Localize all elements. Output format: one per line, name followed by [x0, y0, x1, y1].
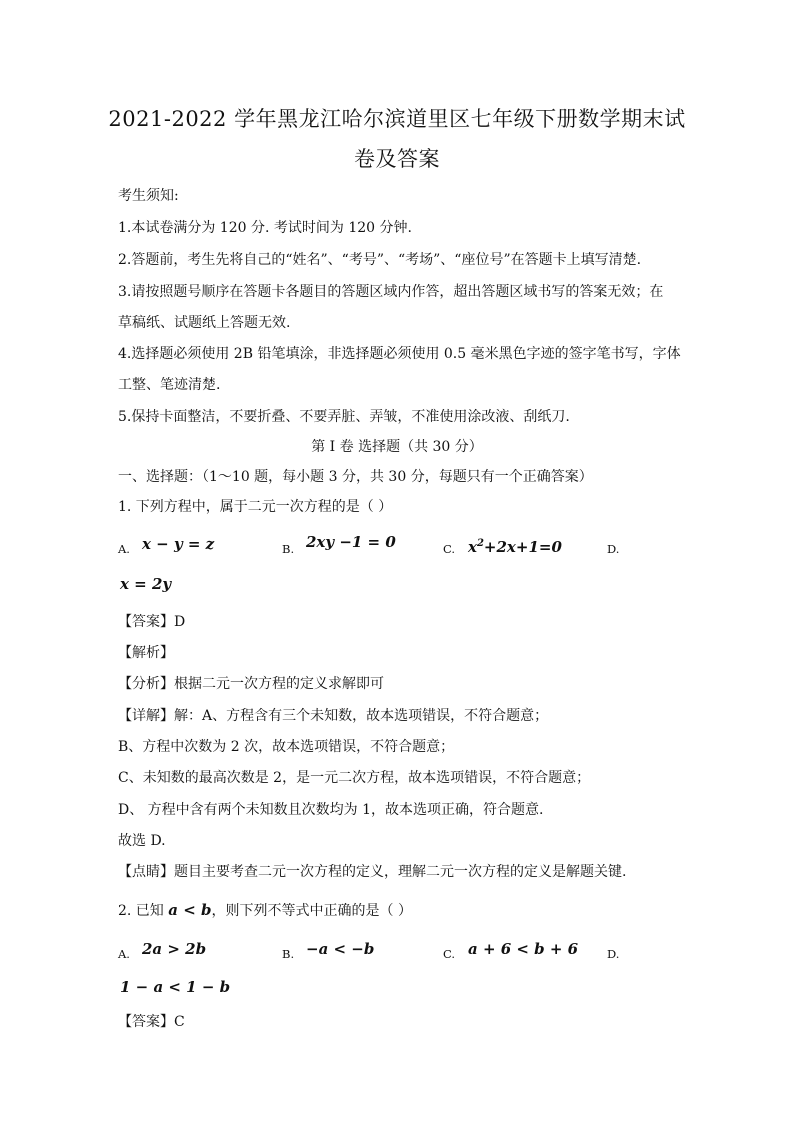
q1-analysis-label: 【解析】: [118, 645, 174, 661]
q2-stem: [118, 900, 412, 921]
q1-option-a-math: x − y = z: [142, 535, 215, 553]
q1-stem: 1. 下列方程中，属于二元一次方程的是（ ）: [118, 499, 393, 515]
q2-stem-suffix: ，则下列不等式中正确的是（ ）: [211, 903, 412, 919]
q2-option-a-math: 2a > 2b: [142, 940, 207, 958]
q1-analysis: 【分析】根据二元一次方程的定义求解即可: [118, 676, 384, 692]
q1-option-b-letter: B.: [282, 542, 295, 556]
title-line-2: 卷及答案: [354, 147, 440, 171]
q1-option-d-math: x = 2y: [120, 575, 172, 593]
notice-item-5: 5.保持卡面整洁，不要折叠、不要弄脏、弄皱，不准使用涂改液、刮纸刀.: [118, 409, 570, 425]
notice-item-1: 1.本试卷满分为 120 分. 考试时间为 120 分钟.: [118, 220, 412, 236]
q2-stem-math: a < b: [168, 901, 212, 919]
title-line-1: 2021-2022 学年黑龙江哈尔滨道里区七年级下册数学期末试: [108, 107, 686, 131]
notice-item-3a: 3.请按照题号顺序在答题卡各题目的答题区域内作答，超出答题区域书写的答案无效；在: [118, 284, 664, 300]
q2-option-c-letter: C.: [443, 947, 456, 961]
notice-item-2: 2.答题前，考生先将自己的“姓名”、“考号”、“考场”、“座位号”在答题卡上填写清楚.: [118, 252, 642, 268]
notice-item-4b: 工整、笔迹清楚.: [118, 377, 221, 393]
q1-option-b-math: 2xy −1 = 0: [306, 533, 396, 551]
q1-detail-3: C、未知数的最高次数是 2，是一元二次方程，故本选项错误，不符合题意；: [118, 770, 591, 786]
q2-option-b-math: −a < −b: [306, 940, 375, 958]
q1-detail-4: D、 方程中含有两个未知数且次数均为 1，故本选项正确，符合题意.: [118, 802, 544, 818]
q2-option-a-letter: A.: [118, 947, 130, 961]
q1-option-c-math: $x^2+2x+1=0$: [468, 538, 562, 556]
notice-heading: 考生须知:: [118, 188, 179, 204]
q2-option-b-letter: B.: [282, 947, 295, 961]
q2-answer: 【答案】C: [118, 1014, 185, 1030]
q1-detail-1: 【详解】解：A、方程含有三个未知数，故本选项错误，不符合题意；: [118, 708, 549, 724]
q1-option-c-letter: C.: [443, 542, 456, 556]
notice-item-4a: 4.选择题必须使用 2B 铅笔填涂，非选择题必须使用 0.5 毫米黑色字迹的签字笔书写，字体: [118, 346, 681, 362]
q1-detail-2: B、方程中次数为 2 次，故本选项错误，不符合题意；: [118, 739, 455, 755]
q2-stem-prefix: 2. 已知: [118, 903, 169, 919]
q1-option-d-letter: D.: [607, 542, 620, 556]
q1-comment: 【点睛】题目主要考查二元一次方程的定义，理解二元一次方程的定义是解题关键.: [118, 864, 627, 880]
q1-conclusion: 故选 D.: [118, 833, 166, 849]
notice-item-3b: 草稿纸、试题纸上答题无效.: [118, 315, 291, 331]
q2-option-d-letter: D.: [607, 947, 620, 961]
section-title: 第 I 卷 选择题（共 30 分）: [311, 439, 483, 455]
q2-option-d-math: 1 − a < 1 − b: [120, 978, 231, 996]
section-instruction: 一、选择题：（1～10 题，每小题 3 分，共 30 分，每题只有一个正确答案）: [118, 469, 593, 485]
q1-answer: 【答案】D: [118, 614, 186, 630]
q1-option-a-letter: A.: [118, 542, 130, 556]
q2-option-c-math: a + 6 < b + 6: [468, 940, 579, 958]
